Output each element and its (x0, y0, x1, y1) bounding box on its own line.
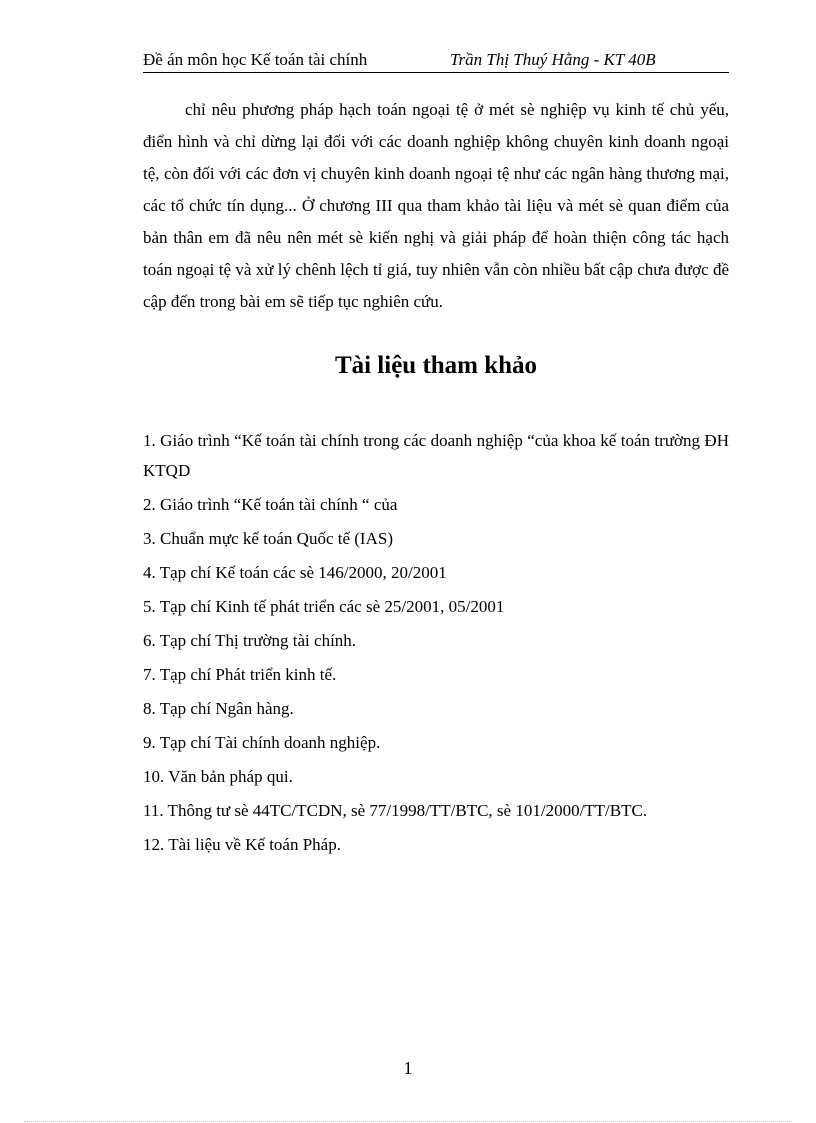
reference-item-6: 6. Tạp chí Thị trường tài chính. (143, 631, 357, 650)
header-course-title: Đề án môn học Kế toán tài chính (143, 50, 368, 69)
references-list (143, 426, 729, 864)
reference-item-2: 2. Giáo trình “Kế toán tài chính “ của (143, 495, 398, 514)
page-header (143, 50, 729, 73)
reference-item-11: 11. Thông tư sè 44TC/TCDN, sè 77/1998/TT/BTC, sè 101/2000/TT/BTC. (143, 801, 648, 820)
reference-item-9: 9. Tạp chí Tài chính doanh nghiệp. (143, 733, 381, 752)
header-author: Trần Thị Thuý Hằng - KT 40B (450, 50, 656, 69)
reference-item-3: 3. Chuẩn mực kế toán Quốc tế (IAS) (143, 529, 393, 548)
reference-item-5: 5. Tạp chí Kinh tế phát triển các sè 25/2001, 05/2001 (143, 597, 505, 616)
reference-item-7: 7. Tạp chí Phát triển kinh tế. (143, 665, 337, 684)
reference-item-10: 10. Văn bản pháp qui. (143, 767, 293, 786)
body-paragraph: chỉ nêu phương pháp hạch toán ngoại tệ ở mét sè nghiệp vụ kinh tế chủ yếu, điển hình và chỉ dừng lại đối với các doanh nghiệp không chuyên kinh doanh ngoại tệ, còn đối với các đơn vị chuyên kinh doanh ngoại tệ như các ngân hàng thương mại, các tổ chức tín dụng... Ở chương III qua tham khảo tài liệu và mét sè quan điểm của bản thân em đã nêu nên mét sè kiến nghị và giải pháp để hoàn thiện công tác hạch toán ngoại tệ và xử lý chênh lệch tỉ giá, tuy nhiên vẫn còn nhiều bất cập chưa được đề cập đến trong bài em sẽ tiếp tục nghiên cứu. (143, 100, 729, 311)
reference-item-12: 12. Tài liệu về Kế toán Pháp. (143, 835, 341, 854)
reference-item-4: 4. Tạp chí Kế toán các sè 146/2000, 20/2001 (143, 563, 447, 582)
references-heading: Tài liệu tham khảo (334, 352, 538, 379)
page-bottom-divider (24, 1121, 792, 1122)
reference-item-1: 1. Giáo trình “Kế toán tài chính trong các doanh nghiệp “của khoa kế toán trường ĐH KTQD (143, 431, 729, 480)
reference-item-8: 8. Tạp chí Ngân hàng. (143, 699, 294, 718)
page-number: 1 (403, 1058, 413, 1078)
